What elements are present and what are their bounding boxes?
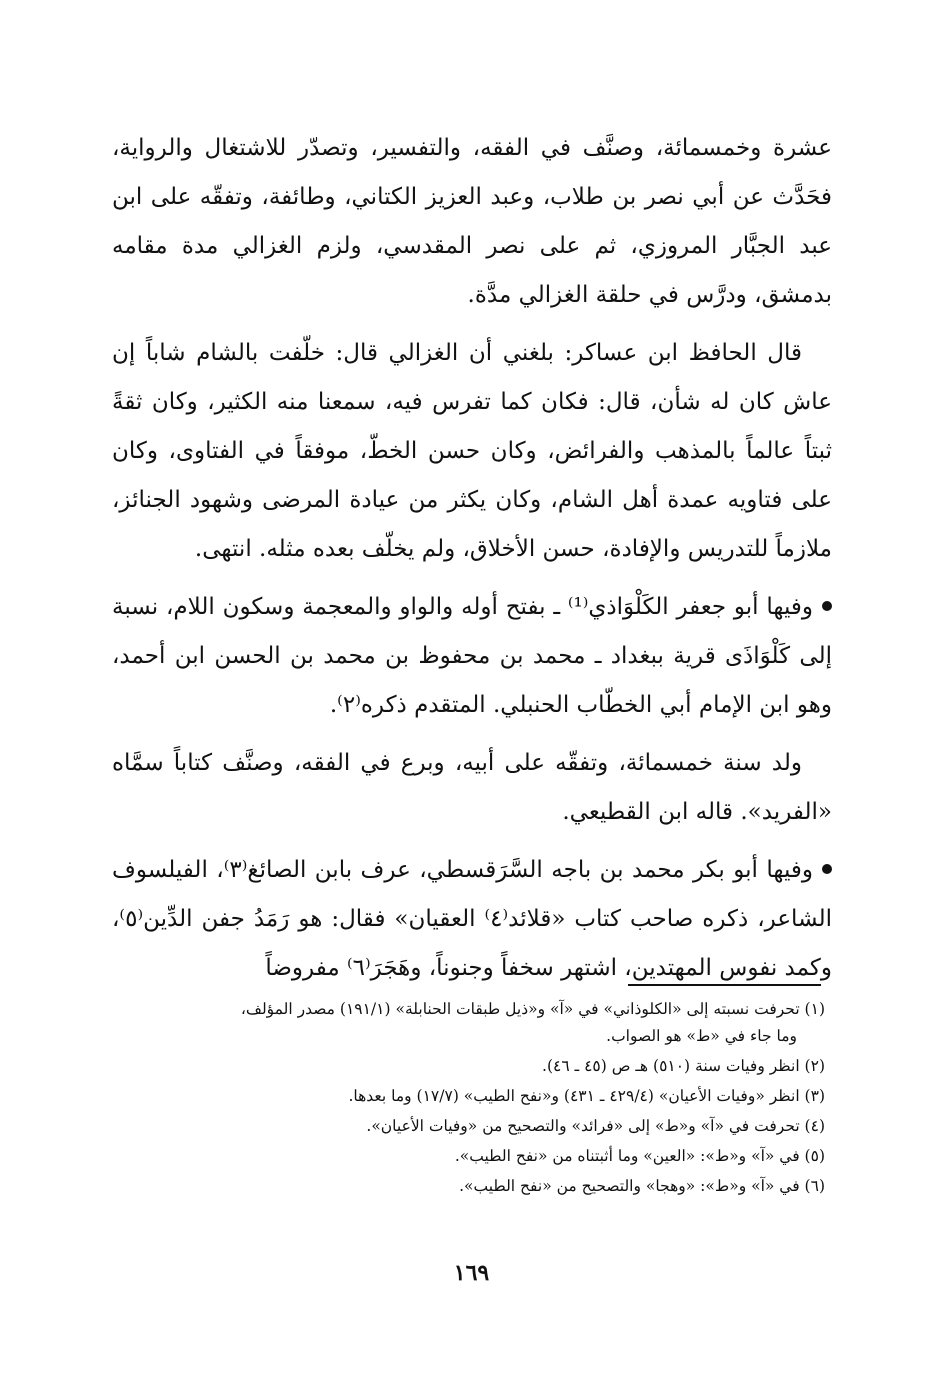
- footnote-1: (١) تحرفت نسبته إلى «الكلوذاني» في «آ» و«ذيل طبقات الحنابلة» (١٩١/١) مصدر المؤلف،: [240, 1000, 825, 1018]
- footnote-2: (٢) انظر وفيات سنة (٥١٠) هـ ص (٤٥ ـ ٤٦).: [542, 1057, 825, 1075]
- footnote-1-continuation: وما جاء في «ط» هو الصواب.: [606, 1027, 797, 1045]
- paragraph-text: وفيها أبو جعفر الكَلْوَاذي⁽¹⁾ ـ بفتح أوله والواو والمعجمة وسكون اللام، نسبة إلى كَلْوَاذَى قرية ببغداد ـ محمد بن محفوظ بن محمد بن الحسن ابن أحمد، وهو ابن الإمام أبي الخطّاب الحنبلي. المتقدم ذكره⁽٢⁾.: [112, 594, 832, 718]
- main-text: [112, 124, 832, 1002]
- footnote-6: (٦) في «آ» و«ط»: «وهجا» والتصحيح من «نفح الطيب».: [459, 1177, 825, 1195]
- page-number: ١٦٩: [453, 1260, 490, 1286]
- paragraph: [112, 329, 832, 574]
- footnote-separator: [628, 984, 821, 986]
- bullet-icon: [822, 864, 832, 874]
- paragraph: [112, 124, 832, 320]
- footnotes: [110, 996, 825, 1203]
- footnote-3: (٣) انظر «وفيات الأعيان» (٤٢٩/٤ ـ ٤٣١) و«نفح الطيب» (١٧/٧) وما بعدها.: [348, 1087, 825, 1105]
- paragraph-text: قال الحافظ ابن عساكر: بلغني أن الغزالي قال: خلّفت بالشام شاباً إن عاش كان له شأن، قال: فكان كما تفرس فيه، سمعنا منه الكثير، وكان ثقةً ثبتاً عالماً بالمذهب والفرائض، وكان حسن الخطّ، موفقاً في الفتاوى، وكان على فتاويه عمدة أهل الشام، وكان يكثر من عيادة المرضى وشهود الجنائز، ملازماً للتدريس والإفادة، حسن الأخلاق، ولم يخلّف بعده مثله. انتهى.: [112, 340, 832, 562]
- bullet-icon: [822, 601, 832, 611]
- paragraph: [112, 739, 832, 837]
- paragraph-text: عشرة وخمسمائة، وصنَّف في الفقه، والتفسير، وتصدّر للاشتغال والرواية، فحَدَّث عن أبي نصر بن طلاب، وعبد العزيز الكتاني، وطائفة، وتفقّه على ابن عبد الجبَّار المروزي، ثم على نصر المقدسي، ولزم الغزالي مدة مقامه بدمشق، ودرَّس في حلقة الغزالي مدَّة.: [112, 135, 832, 308]
- paragraph-text: ولد سنة خمسمائة، وتفقّه على أبيه، وبرع في الفقه، وصنَّف كتاباً سمَّاه «الفريد». قاله ابن القطيعي.: [112, 750, 832, 825]
- paragraph-bulleted: [112, 846, 832, 993]
- footnote-5: (٥) في «آ» و«ط»: «العين» وما أثبتناه من «نفح الطيب».: [454, 1147, 825, 1165]
- footnote-4: (٤) تحرفت في «آ» و«ط» إلى «فرائد» والتصحيح من «وفيات الأعيان».: [366, 1117, 825, 1135]
- paragraph-bulleted: [112, 583, 832, 730]
- paragraph-text: وفيها أبو بكر محمد بن باجه السَّرَقسطي، عرف بابن الصائغ⁽٣⁾، الفيلسوف الشاعر، ذكره صاحب كتاب «قلائد⁽٤⁾ العقيان» فقال: هو رَمَدُ جفن الدِّين⁽٥⁾، وكمد نفوس المهتدين، اشتهر سخفاً وجنوناً، وهَجَرَ⁽٦⁾ مفروضاً: [112, 857, 832, 981]
